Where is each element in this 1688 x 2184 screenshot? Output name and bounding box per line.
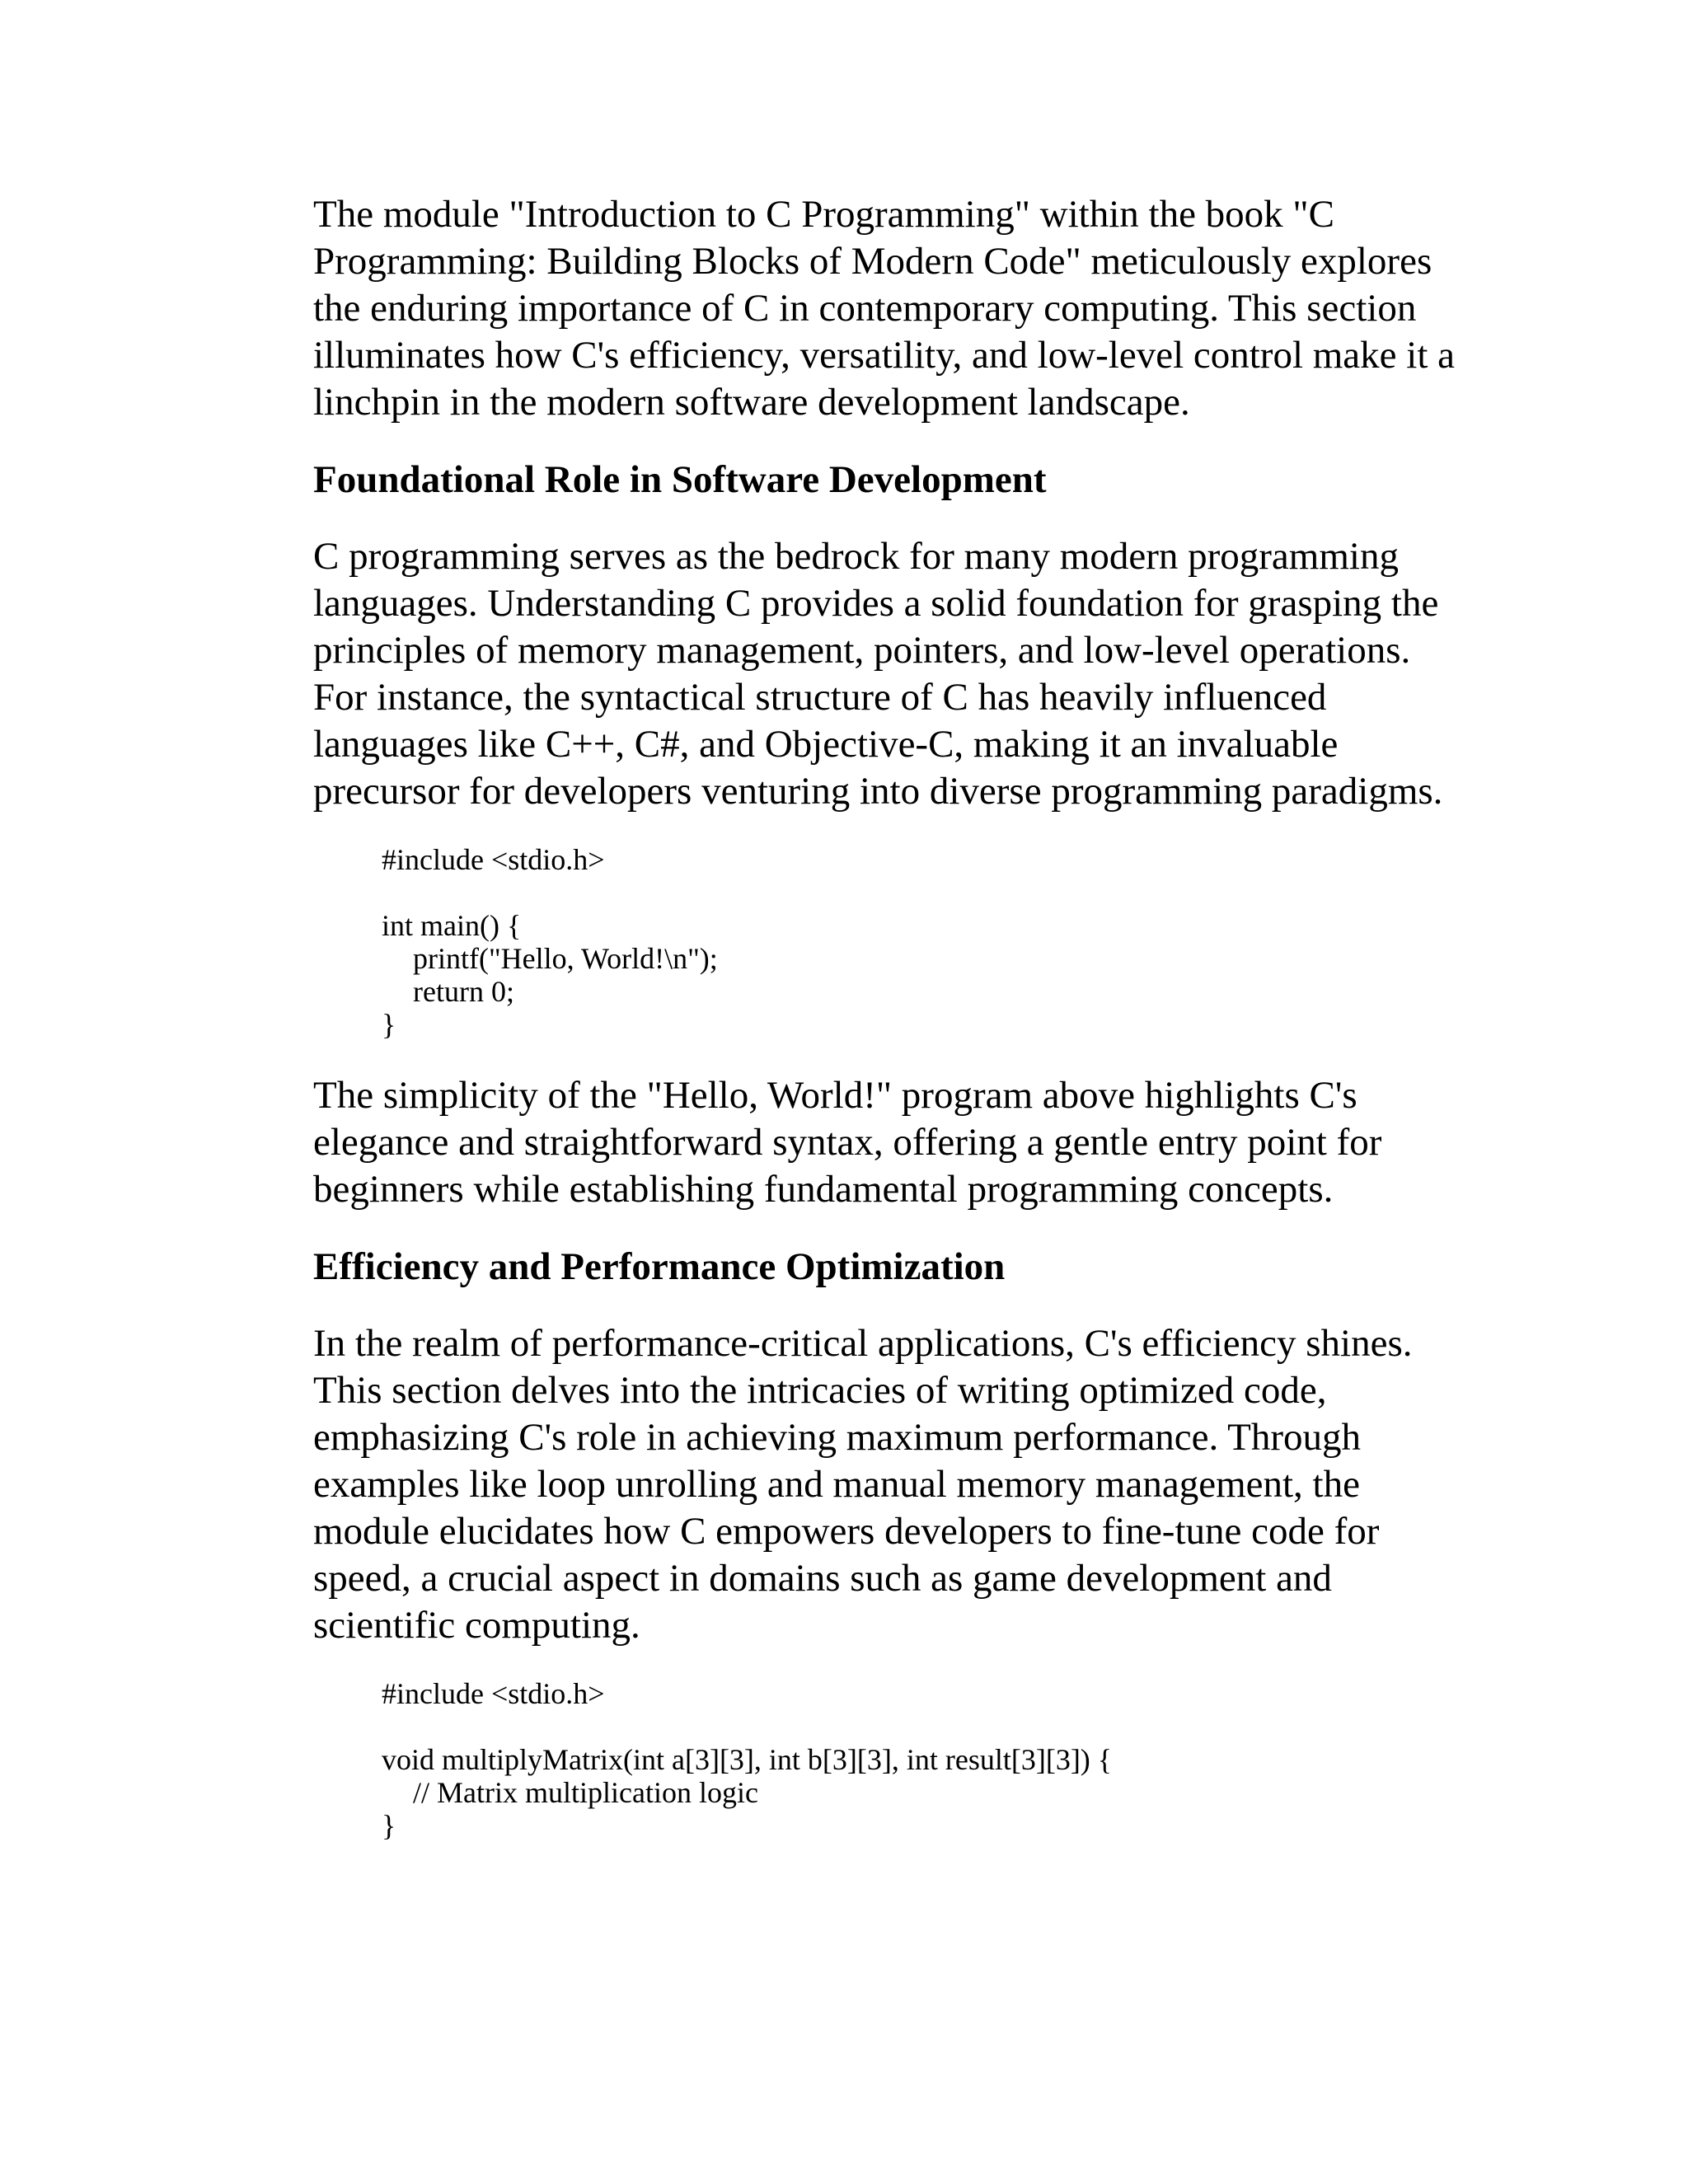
code-line-function: void multiplyMatrix(int a[3][3], int b[3][3], int result[3][3]) { [382, 1743, 1113, 1776]
section-heading-efficiency: Efficiency and Performance Optimization [313, 1245, 1006, 1288]
hello-world-explanation: The simplicity of the "Hello, World!" program above highlights C's elegance and straightforward syntax, offering a gentle entry point for beginners while establishing fundamental programming concepts. [313, 1074, 1382, 1211]
foundational-paragraph: C programming serves as the bedrock for many modern programming languages. Understanding C provides a solid foundation for grasping the principles of memory management, pointers, and low-level operations. For instance, the syntactical structure of C has heavily influenced languages like C++, C#, and Objective-C, making it an invaluable precursor for developers venturing into diverse programming paradigms. [313, 535, 1443, 813]
section-heading-foundational: Foundational Role in Software Development [313, 458, 1047, 501]
code-line-close: } [382, 1809, 396, 1842]
code-line-printf: printf("Hello, World!\n"); [413, 942, 718, 975]
code-line-main: int main() { [382, 909, 522, 942]
code-block-hello-world [313, 843, 1467, 1041]
code-line-return: return 0; [413, 975, 514, 1008]
intro-paragraph: The module "Introduction to C Programming" within the book "C Programming: Building Blocks of Modern Code" meticulously explores the enduring importance of C in contemporary computing. This section illuminates how C's efficiency, versatility, and low-level control make it a linchpin in the modern software development landscape. [313, 193, 1456, 424]
code-line-include: #include <stdio.h> [382, 1677, 605, 1710]
code-line-close: } [382, 1008, 396, 1041]
code-line-comment: // Matrix multiplication logic [413, 1776, 758, 1809]
text-column [313, 191, 1467, 1842]
code-block-matrix [313, 1677, 1467, 1842]
efficiency-paragraph: In the realm of performance-critical applications, C's efficiency shines. This section delves into the intricacies of writing optimized code, emphasizing C's role in achieving maximum performance. Through examples like loop unrolling and manual memory management, the module elucidates how C empowers developers to fine-tune code for speed, a crucial aspect in domains such as game development and scientific computing. [313, 1322, 1413, 1647]
code-line-include: #include <stdio.h> [382, 843, 605, 876]
